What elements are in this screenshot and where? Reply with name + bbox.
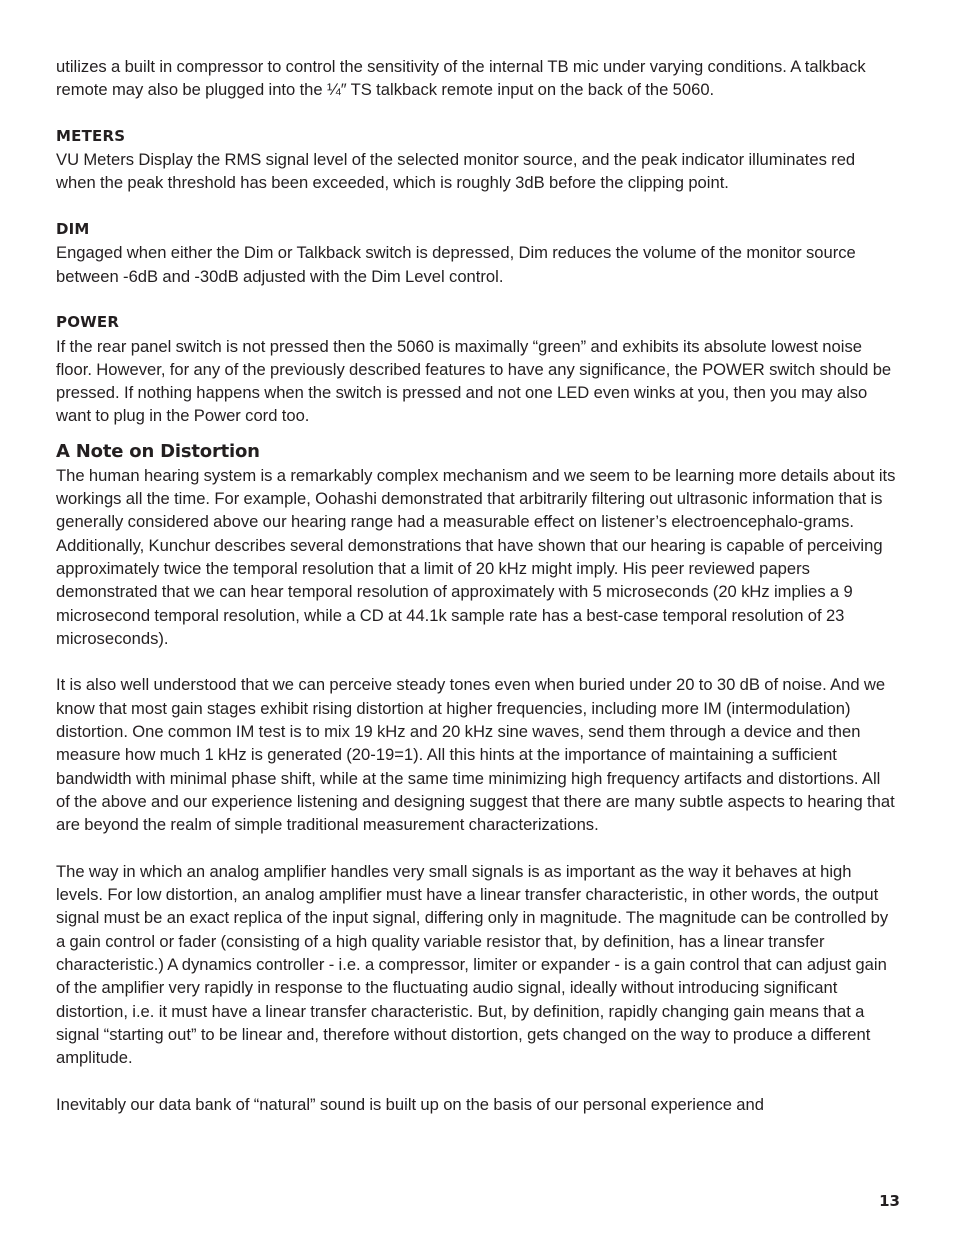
page-number: 13 bbox=[879, 1192, 900, 1210]
power-paragraph: If the rear panel switch is not pressed then the 5060 is maximally “green” and exhibits its absolute lowest noise floor. However, for any of the previously described features to have any significance, the POWER switch should be pressed. If nothing happens when the switch is pressed and not one LED even winks at you, then you may also want to plug in the Power cord too. bbox=[56, 336, 892, 426]
meters-section bbox=[56, 125, 898, 195]
distortion-section bbox=[56, 440, 898, 1116]
distortion-paragraph-1: The human hearing system is a remarkably complex mechanism and we seem to be learning more details about its workings all the time. For example, Oohashi demonstrated that arbitrarily filtering out ultrasonic information that is generally considered above our hearing range had a measurable effect on listener’s electroencephalo-grams. Additionally, Kunchur describes several demonstrations that have shown that our hearing is capable of perceiving approximately twice the temporal resolution that a limit of 20 kHz might imply. His peer reviewed papers demonstrated that we can hear temporal resolution of approximately with 5 microseconds (20 kHz implies a 9 microsecond temporal resolution, while a CD at 44.1k sample rate has a best-case temporal resolution of 23 microseconds). bbox=[56, 465, 896, 648]
power-heading: POWER bbox=[56, 313, 120, 332]
distortion-heading: A Note on Distortion bbox=[56, 440, 260, 462]
intro-paragraph: utilizes a built in compressor to control the sensitivity of the internal TB mic under varying conditions. A talkback remote may also be plugged into the ¼″ TS talkback remote input on the back of the 5060. bbox=[56, 57, 866, 100]
distortion-paragraph-4: Inevitably our data bank of “natural” sound is built up on the basis of our personal experience and bbox=[56, 1094, 764, 1114]
meters-paragraph: VU Meters Display the RMS signal level of the selected monitor source, and the peak indicator illuminates red when the peak threshold has been exceeded, which is roughly 3dB before the clipping point. bbox=[56, 150, 856, 193]
dim-paragraph: Engaged when either the Dim or Talkback switch is depressed, Dim reduces the volume of the monitor source between -6dB and -30dB adjusted with the Dim Level control. bbox=[56, 243, 856, 286]
distortion-paragraph-2: It is also well understood that we can perceive steady tones even when buried under 20 to 30 dB of noise. And we know that most gain stages exhibit rising distortion at higher frequencies, including more IM (intermodulation) distortion. One common IM test is to mix 19 kHz and 20 kHz sine waves, send them through a device and then measure how much 1 kHz is generated (20-19=1). All this hints at the importance of maintaining a sufficient bandwidth with minimal phase shift, while at the same time minimizing high frequency artifacts and distortions. All of the above and our experience listening and designing suggest that there are many subtle aspects to hearing that are beyond the realm of simple traditional measurement characterizations. bbox=[56, 675, 895, 835]
meters-heading: METERS bbox=[56, 126, 126, 145]
dim-heading: DIM bbox=[56, 220, 90, 239]
distortion-paragraph-3: The way in which an analog amplifier handles very small signals is as important as the way it behaves at high levels. For low distortion, an analog amplifier must have a linear transfer characteristic, in other words, the output signal must be an exact replica of the input signal, differing only in magnitude. The magnitude can be controlled by a gain control or fader (consisting of a high quality variable resistor that, by definition, has a linear transfer characteristic.) A dynamics controller - i.e. a compressor, limiter or expander - is a gain control that can adjust gain of the amplifier very rapidly in response to the fluctuating audio signal, ideally without introducing significant distortion, i.e. it must have a linear transfer characteristic. But, by definition, rapidly changing gain means that a signal “starting out” to be linear and, therefore without distortion, gets changed on the way to produce a different amplitude. bbox=[56, 861, 889, 1068]
power-section bbox=[56, 311, 898, 427]
dim-section bbox=[56, 218, 898, 288]
page-content bbox=[56, 55, 898, 1116]
